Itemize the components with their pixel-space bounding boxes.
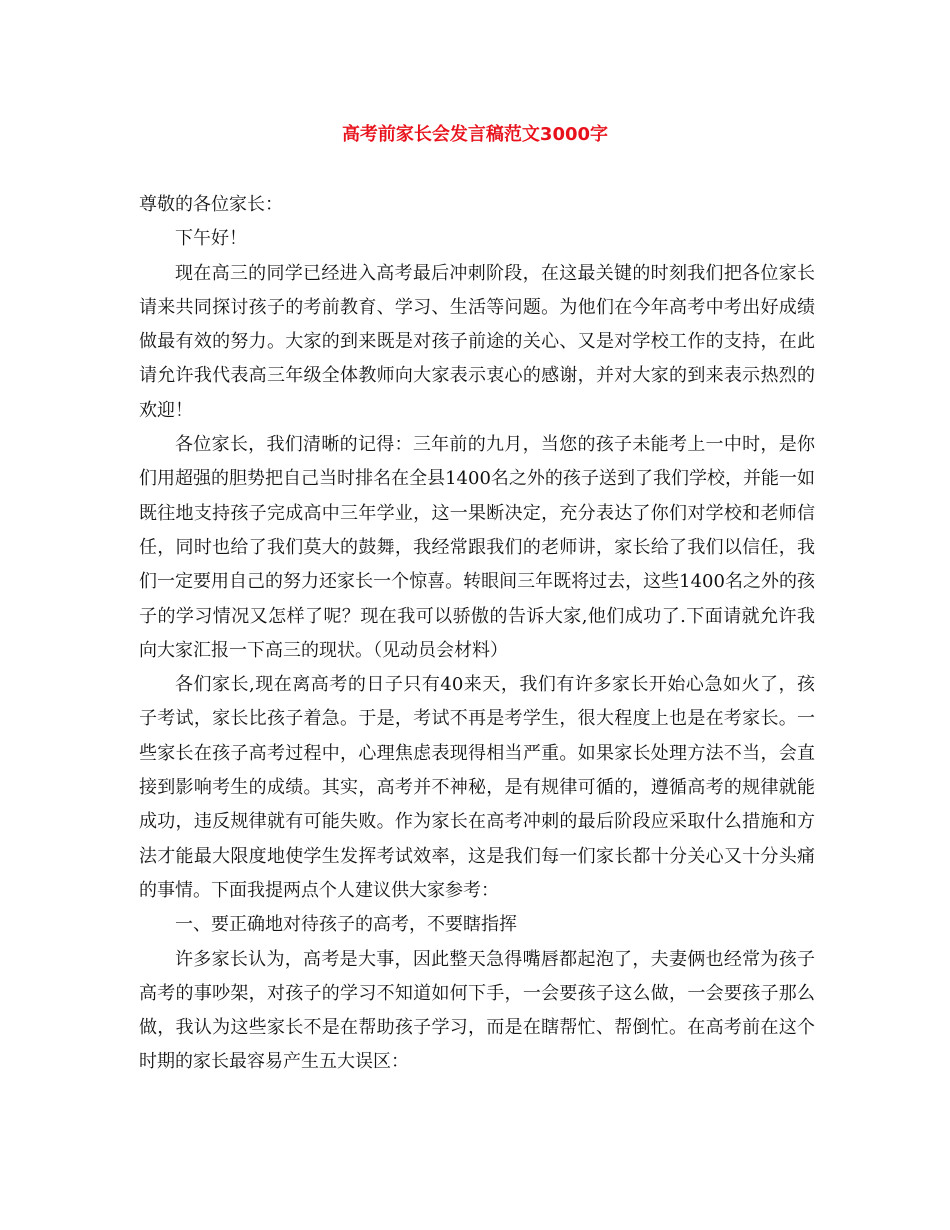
document-title: 高考前家长会发言稿范文3000字: [341, 124, 609, 145]
document-body: [139, 188, 815, 1080]
intro-paragraph: 现在高三的同学已经进入高考最后冲刺阶段，在这最关键的时刻我们把各位家长请来共同探讨孩子的考前教育、学习、生活等问题。为他们在今年高考中考出好成绩做最有效的努力。大家的到来既是对孩子前途的关心、又是对学校工作的支持，在此请允许我代表高三年级全体教师向大家表示衷心的感谢，并对大家的到来表示热烈的欢迎！: [139, 262, 815, 421]
section-heading-1: 一、要正确地对待孩子的高考，不要瞎指挥: [175, 914, 517, 936]
greeting-paragraph: 下午好！: [175, 228, 247, 250]
misconceptions-paragraph: 许多家长认为，高考是大事，因此整天急得嘴唇都起泡了，夫妻俩也经常为孩子高考的事吵架，对孩子的学习不知道如何下手，一会要孩子这么做，一会要孩子那么做，我认为这些家长不是在帮助孩子学习，而是在瞎帮忙、帮倒忙。在高考前在这个时期的家长最容易产生五大误区：: [139, 948, 815, 1073]
history-paragraph: 各位家长，我们清晰的记得：三年前的九月，当您的孩子未能考上一中时，是你们用超强的胆势把自己当时排名在全县1400名之外的孩子送到了我们学校，并能一如既往地支持孩子完成高中三年学业，这一果断决定，充分表达了你们对学校和老师信任，同时也给了我们莫大的鼓舞，我经常跟我们的老师讲，家长给了我们以信任，我们一定要用自己的努力还家长一个惊喜。转眼间三年既将过去，这些1400名之外的孩子的学习情况又怎样了呢？现在我可以骄傲的告诉大家,他们成功了.下面请就允许我向大家汇报一下高三的现状。（见动员会材料）: [139, 434, 815, 661]
exam-countdown-paragraph: 各们家长,现在离高考的日子只有40来天，我们有许多家长开始心急如火了，孩子考试，家长比孩子着急。于是，考试不再是考学生，很大程度上也是在考家长。一些家长在孩子高考过程中，心理焦虑表现得相当严重。如果家长处理方法不当，会直接到影响考生的成绩。其实，高考并不神秘，是有规律可循的，遵循高考的规律就能成功，违反规律就有可能失败。作为家长在高考冲刺的最后阶段应采取什么措施和方法才能最大限度地使学生发挥考试效率，这是我们每一们家长都十分关心又十分头痛的事情。下面我提两点个人建议供大家参考：: [139, 674, 815, 901]
salutation: 尊敬的各位家长：: [139, 194, 283, 215]
